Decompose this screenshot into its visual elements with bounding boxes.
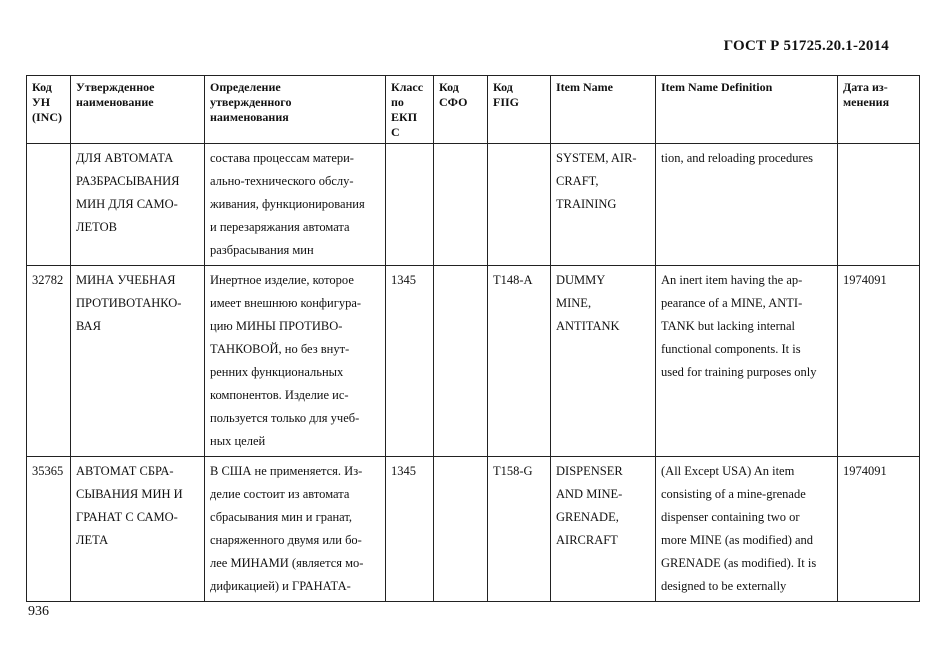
- column-header-line: наименование: [76, 95, 154, 109]
- cell-text-line: ЛЕТОВ: [76, 220, 117, 234]
- column-header-line: по: [391, 95, 404, 109]
- cell-item-def: [656, 266, 838, 457]
- cell-text-line: GRENADE (as modified). It is: [661, 556, 817, 570]
- cell-name: [71, 144, 205, 266]
- cell-class: [386, 144, 434, 266]
- cell-text-line: TRAINING: [556, 197, 617, 211]
- cell-text-line: живания, функционирования: [210, 197, 365, 211]
- cell-text-line: разбрасывания мин: [210, 243, 314, 257]
- cell-text-line: 1974091: [843, 273, 887, 287]
- cell-text-line: снаряженного двумя или бо-: [210, 533, 362, 547]
- cell-text-line: ТАНКОВОЙ, но без внут-: [210, 342, 350, 356]
- cell-text-line: SYSTEM, AIR-: [556, 151, 637, 165]
- cell-text-line: (All Except USA) An item: [661, 464, 795, 478]
- cell-text-line: pearance of a MINE, ANTI-: [661, 296, 803, 310]
- column-header-sfo: [434, 76, 488, 144]
- table-header-row: [27, 76, 920, 144]
- cell-text-line: 1345: [391, 464, 416, 478]
- cell-date: [838, 266, 920, 457]
- column-header-date: [838, 76, 920, 144]
- column-header-line: УН: [32, 95, 51, 109]
- cell-text-line: РАЗБРАСЫВАНИЯ: [76, 174, 180, 188]
- cell-text-line: TANK but lacking internal: [661, 319, 796, 333]
- cell-text-line: СЫВАНИЯ МИН И: [76, 487, 183, 501]
- cell-text-line: used for training purposes only: [661, 365, 817, 379]
- cell-text-line: dispenser containing two or: [661, 510, 800, 524]
- cell-date: [838, 457, 920, 602]
- cell-text-line: и перезаряжания автомата: [210, 220, 350, 234]
- cell-item-name: [551, 144, 656, 266]
- cell-text-line: сбрасывания мин и гранат,: [210, 510, 353, 524]
- cell-definition: [205, 457, 386, 602]
- cell-text-line: T158-G: [493, 464, 533, 478]
- cell-text-line: 32782: [32, 273, 64, 287]
- cell-sfo: [434, 457, 488, 602]
- column-header-definition: [205, 76, 386, 144]
- column-header-inc: [27, 76, 71, 144]
- column-header-line: FIIG: [493, 95, 520, 109]
- cell-text-line: Инертное изделие, которое: [210, 273, 354, 287]
- column-header-line: Код: [439, 80, 459, 94]
- column-header-line: Дата из-: [843, 80, 888, 94]
- column-header-line: С: [391, 125, 400, 139]
- cell-sfo: [434, 144, 488, 266]
- cell-fiig: [488, 457, 551, 602]
- cell-text-line: делие состоит из автомата: [210, 487, 350, 501]
- cell-item-name: [551, 266, 656, 457]
- column-header-fiig: [488, 76, 551, 144]
- column-header-line: Утвержденное: [76, 80, 155, 94]
- page-number: 936: [28, 604, 49, 619]
- cell-class: [386, 457, 434, 602]
- table-row: [27, 457, 920, 602]
- column-header-item-def: [656, 76, 838, 144]
- cell-text-line: МИНА УЧЕБНАЯ: [76, 273, 176, 287]
- column-header-name: [71, 76, 205, 144]
- cell-text-line: An inert item having the ap-: [661, 273, 803, 287]
- cell-text-line: T148-A: [493, 273, 533, 287]
- cell-text-line: ДЛЯ АВТОМАТА: [76, 151, 174, 165]
- cell-text-line: ЛЕТА: [76, 533, 109, 547]
- cell-text-line: CRAFT,: [556, 174, 599, 188]
- cell-name: [71, 457, 205, 602]
- cell-text-line: ANTITANK: [556, 319, 620, 333]
- cell-text-line: ально-технического обслу-: [210, 174, 354, 188]
- cell-text-line: AIRCRAFT: [556, 533, 618, 547]
- column-header-line: Item Name Definition: [661, 80, 773, 94]
- cell-text-line: ГРАНАТ С САМО-: [76, 510, 178, 524]
- cell-text-line: 1974091: [843, 464, 887, 478]
- cell-text-line: DISPENSER: [556, 464, 623, 478]
- cell-text-line: имеет внешнюю конфигура-: [210, 296, 362, 310]
- cell-text-line: consisting of a mine-grenade: [661, 487, 806, 501]
- cell-text-line: цию МИНЫ ПРОТИВО-: [210, 319, 343, 333]
- cell-text-line: designed to be externally: [661, 579, 787, 593]
- cell-class: [386, 266, 434, 457]
- cell-item-def: [656, 457, 838, 602]
- column-header-item-name: [551, 76, 656, 144]
- nomenclature-table: [26, 75, 920, 602]
- table-row: [27, 266, 920, 457]
- cell-text-line: 35365: [32, 464, 64, 478]
- cell-text-line: МИН ДЛЯ САМО-: [76, 197, 178, 211]
- cell-text-line: more MINE (as modified) and: [661, 533, 814, 547]
- cell-text-line: 1345: [391, 273, 416, 287]
- cell-inc: [27, 457, 71, 602]
- column-header-line: Item Name: [556, 80, 613, 94]
- cell-text-line: компонентов. Изделие ис-: [210, 388, 349, 402]
- cell-definition: [205, 144, 386, 266]
- cell-item-name: [551, 457, 656, 602]
- column-header-class: [386, 76, 434, 144]
- column-header-line: Код: [32, 80, 52, 94]
- cell-sfo: [434, 266, 488, 457]
- column-header-line: СФО: [439, 95, 468, 109]
- cell-text-line: пользуется только для учеб-: [210, 411, 360, 425]
- cell-text-line: DUMMY: [556, 273, 606, 287]
- column-header-line: ЕКП: [391, 110, 418, 124]
- cell-inc: [27, 144, 71, 266]
- cell-text-line: лее МИНАМИ (является мо-: [210, 556, 364, 570]
- column-header-line: утвержденного: [210, 95, 292, 109]
- cell-definition: [205, 266, 386, 457]
- column-header-line: Код: [493, 80, 513, 94]
- document-standard-header: ГОСТ Р 51725.20.1-2014: [723, 38, 889, 54]
- cell-item-def: [656, 144, 838, 266]
- column-header-line: Класс: [391, 80, 424, 94]
- cell-text-line: ПРОТИВОТАНКО-: [76, 296, 182, 310]
- cell-fiig: [488, 144, 551, 266]
- cell-name: [71, 266, 205, 457]
- column-header-line: Определение: [210, 80, 281, 94]
- cell-date: [838, 144, 920, 266]
- cell-text-line: GRENADE,: [556, 510, 619, 524]
- cell-text-line: В США не применяется. Из-: [210, 464, 363, 478]
- cell-text-line: MINE,: [556, 296, 592, 310]
- cell-text-line: ных целей: [210, 434, 266, 448]
- table-row: [27, 144, 920, 266]
- cell-text-line: состава процессам матери-: [210, 151, 354, 165]
- cell-text-line: АВТОМАТ СБРА-: [76, 464, 174, 478]
- cell-text-line: AND MINE-: [556, 487, 623, 501]
- column-header-line: менения: [843, 95, 890, 109]
- cell-text-line: tion, and reloading procedures: [661, 151, 814, 165]
- column-header-line: (INC): [32, 110, 62, 124]
- cell-fiig: [488, 266, 551, 457]
- cell-text-line: ренних функциональных: [210, 365, 344, 379]
- cell-text-line: ВАЯ: [76, 319, 101, 333]
- cell-text-line: functional components. It is: [661, 342, 801, 356]
- column-header-line: наименования: [210, 110, 289, 124]
- cell-text-line: дификацией) и ГРАНАТА-: [210, 579, 351, 593]
- cell-inc: [27, 266, 71, 457]
